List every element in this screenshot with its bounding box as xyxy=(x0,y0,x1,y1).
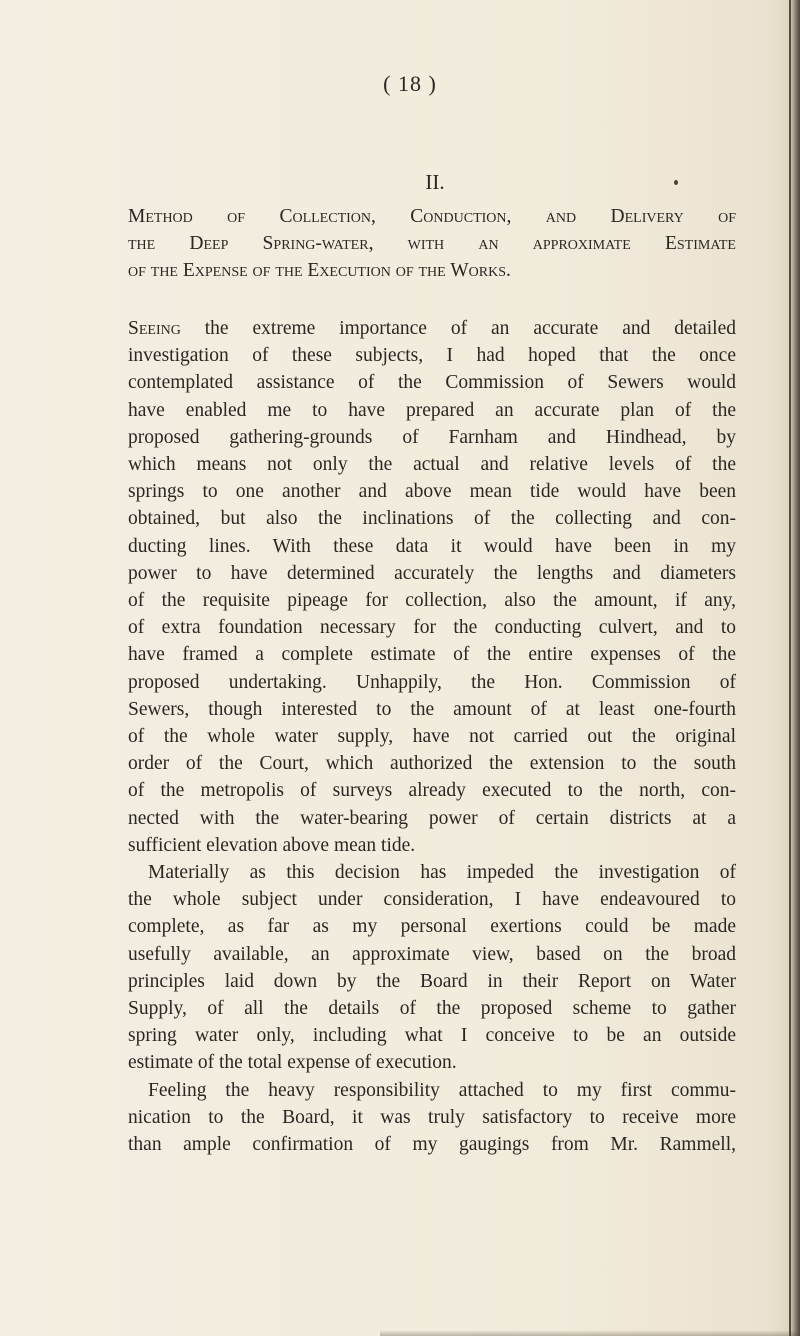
text-line: contemplated assistance of the Commission of Sewers would xyxy=(128,372,736,394)
binding-edge xyxy=(790,0,800,1336)
text-line: nected with the water-bearing power of certain districts at a xyxy=(128,807,736,829)
text-line: order of the Court, which authorized the extension to the south xyxy=(128,753,736,775)
text-line: Supply, of all the details of the proposed scheme to gather xyxy=(128,998,736,1020)
heading-line: of the Expense of the Execution of the Works. xyxy=(128,260,511,281)
text-line: nication to the Board, it was truly satisfactory to receive more xyxy=(128,1106,736,1128)
text-line: principles laid down by the Board in their Report on Water xyxy=(128,970,736,992)
section-number: II. xyxy=(425,170,445,194)
paragraph-2 xyxy=(128,859,736,1077)
text-line: estimate of the total expense of execution. xyxy=(128,1052,457,1074)
text-line: power to have determined accurately the lengths and diameters xyxy=(128,562,736,584)
text-line: complete, as far as my personal exertions could be made xyxy=(128,916,736,938)
text-line: proposed gathering-grounds of Farnham and Hindhead, by xyxy=(128,426,736,448)
binding-line xyxy=(789,0,791,1336)
text-line: have framed a complete estimate of the entire expenses of the xyxy=(128,644,736,666)
bottom-shadow xyxy=(380,1330,800,1336)
text-line: Seeing the extreme importance of an accurate and detailed xyxy=(128,318,736,339)
heading-line: the Deep Spring-water, with an approximate Estimate xyxy=(128,233,736,254)
text-line: sufficient elevation above mean tide. xyxy=(128,834,416,856)
text-line: proposed undertaking. Unhappily, the Hon. Commission of xyxy=(128,671,736,693)
text-line: Sewers, though interested to the amount of at least one-fourth xyxy=(128,698,736,720)
lead-word: Seeing xyxy=(128,318,181,339)
text-line: of the metropolis of surveys already executed to the north, con- xyxy=(128,780,736,802)
text-line: springs to one another and above mean tide would have been xyxy=(128,481,736,503)
ink-speck xyxy=(674,180,678,185)
section-heading xyxy=(128,203,736,284)
body-text xyxy=(128,315,736,1158)
text-line: the whole subject under consideration, I have endeavoured to xyxy=(128,889,736,911)
text-line: Materially as this decision has impeded the investigation of xyxy=(148,862,736,884)
text-line: than ample confirmation of my gaugings from Mr. Rammell, xyxy=(128,1134,736,1156)
text-line: Feeling the heavy responsibility attached to my first commu- xyxy=(148,1079,736,1101)
paragraph-3 xyxy=(128,1077,736,1159)
page-number: ( 18 ) xyxy=(383,71,437,96)
text-line: spring water only, including what I conceive to be an outside xyxy=(128,1025,736,1047)
text-line: of the whole water supply, have not carried out the original xyxy=(128,726,736,748)
text-line: obtained, but also the inclinations of the collecting and con- xyxy=(128,508,736,530)
heading-line: Method of Collection, Conduction, and Delivery of xyxy=(128,206,736,227)
text-line: ducting lines. With these data it would have been in my xyxy=(128,535,736,557)
text-line: which means not only the actual and relative levels of the xyxy=(128,454,736,476)
text-line: usefully available, an approximate view, based on the broad xyxy=(128,943,736,965)
text-line: of the requisite pipeage for collection, also the amount, if any, xyxy=(128,590,736,612)
text-line: of extra foundation necessary for the conducting culvert, and to xyxy=(128,617,736,639)
text-line: have enabled me to have prepared an accurate plan of the xyxy=(128,399,736,421)
paragraph-1 xyxy=(128,315,736,859)
text-line: investigation of these subjects, I had hoped that the once xyxy=(128,345,736,367)
